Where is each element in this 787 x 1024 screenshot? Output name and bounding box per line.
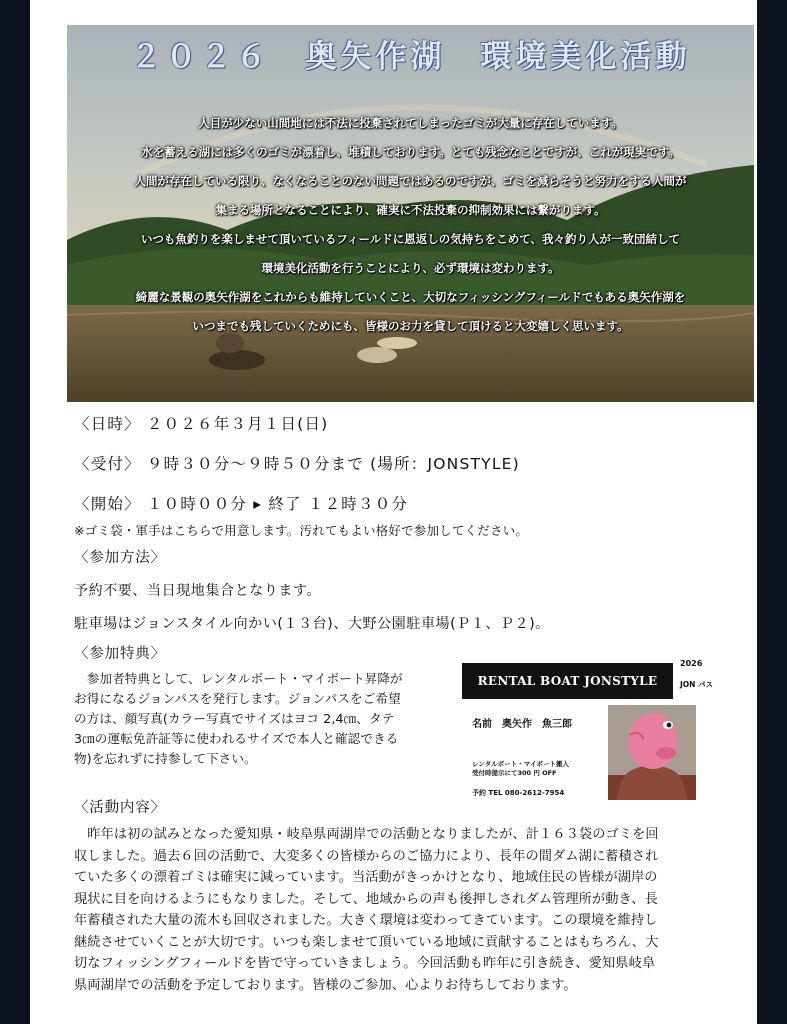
reception-time: 〈受付〉 ９時３０分～９時５０分まで (場所：JONSTYLE) bbox=[74, 455, 520, 473]
benefit-heading: 〈参加特典〉 bbox=[74, 646, 166, 662]
benefit-text bbox=[74, 669, 454, 769]
method-heading: 〈参加方法〉 bbox=[74, 550, 166, 566]
hero-line: 綺麗な景観の奥矢作湖をこれからも維持していくこと、大切なフィッシングフィールドでもある奥矢作湖を bbox=[135, 290, 686, 304]
activity-line: ていた多くの漂着ゴミは確実に減っています。当活動がきっかけとなり、地域住民の皆様が湖岸の bbox=[74, 870, 658, 885]
fish-mask-icon bbox=[608, 705, 696, 800]
card-holder-name: 名前 奥矢作 魚三郎 bbox=[472, 719, 572, 730]
start-end-time: 〈開始〉 １０時００分 ▸ 終了 １２時３０分 bbox=[74, 495, 409, 513]
hero-message bbox=[77, 109, 744, 341]
event-date: 〈日時〉 ２０２６年３月１日(日) bbox=[74, 415, 329, 433]
activity-line: 現状に目を向けるようにもなりました。そして、地域からの声も後押しされダム管理所が動き、長 bbox=[74, 891, 658, 907]
card-pass-label: JON パス bbox=[680, 680, 714, 689]
hero-photo bbox=[67, 25, 754, 402]
supplies-note: ※ゴミ袋・軍手はこちらで用意します。汚れてもよい格好で参加してください。 bbox=[74, 523, 529, 538]
hero-line: 人目が少ない山間地には不法に投棄されてしまったゴミが大量に存在しています。 bbox=[198, 116, 623, 130]
benefit-line: 物)を忘れずに持参して下さい。 bbox=[74, 751, 257, 766]
benefit-line: 参加者特典として、レンタルボート・マイボート昇降が bbox=[74, 671, 403, 686]
jon-pass-card bbox=[462, 655, 726, 800]
hero-line: 人間が存在している限り、なくなることのない問題ではあるのですが、ゴミを減らそうと努力をする人間が bbox=[134, 174, 687, 188]
hero-line: いつも魚釣りを楽しませて頂いているフィールドに恩返しの気持ちをこめて、我々釣り人が一致団結して bbox=[140, 232, 681, 246]
activity-text bbox=[74, 824, 754, 996]
hero-line: 集まる場所となることにより、確実に不法投棄の抑制効果には繋がります。 bbox=[215, 203, 606, 217]
card-discount-line: レンタルボート・マイボート搬入 bbox=[472, 760, 569, 768]
activity-heading: 〈活動内容〉 bbox=[74, 800, 166, 816]
benefit-line: お得になるジョンパスを発行します。ジョンパスをご希望 bbox=[74, 691, 401, 706]
activity-line: 年蓄積された大量の流木も回収されました。大きく環境は変わってきています。この環境を維持し bbox=[74, 913, 658, 928]
hero-line: 水を蓄える湖には多くのゴミが漂着し、堆積しております。とても残念なことですが、これが現実です。 bbox=[141, 145, 680, 159]
parking-line: 駐車場はジョンスタイル向かい(１３台)、大野公園駐車場(Ｐ１、Ｐ２)。 bbox=[74, 616, 550, 632]
fish-mask-photo bbox=[608, 705, 696, 800]
card-year: 2026 bbox=[680, 659, 703, 668]
activity-line: 継続させていくことが大切です。いつも楽しませて頂いている地域に貢献することはもちろん、大 bbox=[74, 934, 659, 950]
card-banner: RENTAL BOAT JONSTYLE bbox=[462, 663, 673, 699]
hero-line: いつまでも残していくためにも、皆様のお力を貸して頂けると大変嬉しく思います。 bbox=[192, 319, 629, 333]
hero-title: ２０２６ 奥矢作湖 環境美化活動 bbox=[130, 39, 691, 75]
activity-line: 収しました。過去６回の活動で、大変多くの皆様からのご協力により、長年の間ダム湖に蓄積され bbox=[74, 848, 659, 864]
activity-line: 切なフィッシングフィールドを皆で守っていきましょう。今回活動も昨年に引き続き、愛知県岐阜 bbox=[74, 956, 656, 971]
benefit-line: の方は、顔写真(カラー写真でサイズはヨコ 2,4㎝、タテ bbox=[74, 711, 395, 726]
card-discount-line: 受付時提示にて300 円 OFF bbox=[472, 769, 557, 777]
benefit-line: 3㎝の運転免許証等に使われるサイズで本人と確認できる bbox=[74, 731, 399, 746]
activity-line: 昨年は初の試みとなった愛知県・岐阜県両湖岸での活動となりましたが、計１６３袋のゴミを回 bbox=[74, 827, 659, 842]
activity-line: 県両湖岸での活動を予定しております。皆様のご参加、心よりお待ちしております。 bbox=[74, 977, 577, 993]
card-phone: 予約 TEL 080-2612-7954 bbox=[472, 789, 565, 797]
method-line: 予約不要、当日現地集合となります。 bbox=[74, 583, 322, 599]
flyer-page bbox=[30, 0, 757, 1024]
hero-line: 環境美化活動を行うことにより、必ず環境は変わります。 bbox=[261, 261, 560, 275]
